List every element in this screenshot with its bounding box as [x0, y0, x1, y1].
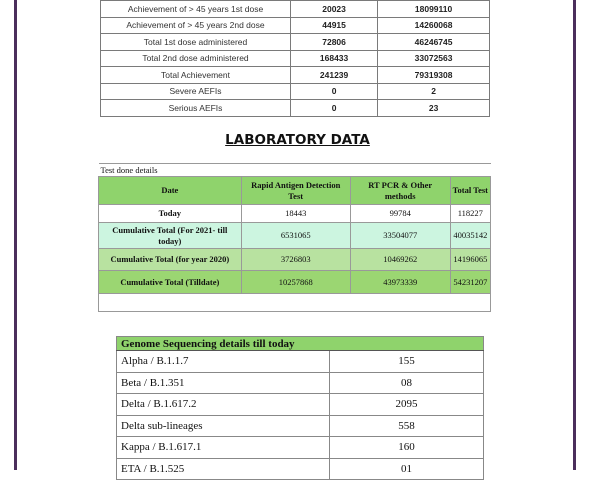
table-header-row: [117, 337, 484, 351]
table-row: [117, 458, 484, 480]
cumulative-value: 18099110: [378, 1, 490, 18]
row-label: Total 2nd dose administered: [101, 50, 291, 67]
page-border-left: [14, 0, 17, 470]
row-label: Severe AEFIs: [101, 83, 291, 100]
cumulative-value: 33072563: [378, 50, 490, 67]
genome-table-title: Genome Sequencing details till today: [117, 337, 484, 351]
today-value: 44915: [291, 17, 378, 34]
today-value: 168433: [291, 50, 378, 67]
column-header: Rapid Antigen Detection Test: [241, 177, 350, 205]
total-test-value: 40035142: [450, 223, 490, 249]
variant-name: Delta sub-lineages: [117, 415, 330, 437]
today-value: 241239: [291, 67, 378, 84]
cumulative-value: 79319308: [378, 67, 490, 84]
variant-name: Kappa / B.1.617.1: [117, 437, 330, 459]
vaccination-table: [100, 0, 490, 117]
rtpcr-value: 99784: [350, 205, 450, 223]
today-value: 72806: [291, 34, 378, 51]
row-label: Serious AEFIs: [101, 100, 291, 117]
table-row: [117, 415, 484, 437]
variant-name: Beta / B.1.351: [117, 372, 330, 394]
variant-name: ETA / B.1.525: [117, 458, 330, 480]
table-row: [101, 17, 490, 34]
table-caption-row: [99, 164, 491, 177]
total-test-value: 118227: [450, 205, 490, 223]
table-row: [101, 34, 490, 51]
laboratory-table: [98, 163, 491, 312]
table-row: [101, 100, 490, 117]
table-caption: Test done details: [99, 164, 491, 177]
row-label: Achievement of > 45 years 1st dose: [101, 1, 291, 18]
column-header: RT PCR & Other methods: [350, 177, 450, 205]
variant-name: Alpha / B.1.1.7: [117, 351, 330, 373]
table-row: [99, 205, 491, 223]
variant-count: 558: [330, 415, 484, 437]
table-row: [101, 50, 490, 67]
empty-cell: [99, 294, 491, 312]
laboratory-data-heading: LABORATORY DATA: [225, 132, 370, 148]
table-row: [101, 67, 490, 84]
rapid-antigen-value: 6531065: [241, 223, 350, 249]
row-label: Achievement of > 45 years 2nd dose: [101, 17, 291, 34]
variant-count: 01: [330, 458, 484, 480]
column-header: Date: [99, 177, 242, 205]
rtpcr-value: 10469262: [350, 249, 450, 271]
rapid-antigen-value: 10257868: [241, 271, 350, 294]
rtpcr-value: 43973339: [350, 271, 450, 294]
table-row: [117, 372, 484, 394]
today-value: 20023: [291, 1, 378, 18]
total-test-value: 54231207: [450, 271, 490, 294]
table-row: [99, 249, 491, 271]
rapid-antigen-value: 3726803: [241, 249, 350, 271]
today-value: 0: [291, 100, 378, 117]
row-label: Cumulative Total (For 2021- till today): [99, 223, 242, 249]
table-row: [99, 223, 491, 249]
table-row: [117, 437, 484, 459]
cumulative-value: 14260068: [378, 17, 490, 34]
variant-count: 08: [330, 372, 484, 394]
variant-name: Delta / B.1.617.2: [117, 394, 330, 416]
variant-count: 2095: [330, 394, 484, 416]
variant-count: 160: [330, 437, 484, 459]
genome-sequencing-table: [116, 336, 484, 480]
total-test-value: 14196065: [450, 249, 490, 271]
cumulative-value: 2: [378, 83, 490, 100]
table-row: [99, 271, 491, 294]
page-border-right: [573, 0, 576, 470]
table-header-row: [99, 177, 491, 205]
empty-row: [99, 294, 491, 312]
row-label: Cumulative Total (Tilldate): [99, 271, 242, 294]
column-header: Total Test: [450, 177, 490, 205]
today-value: 0: [291, 83, 378, 100]
row-label: Today: [99, 205, 242, 223]
row-label: Total Achievement: [101, 67, 291, 84]
variant-count: 155: [330, 351, 484, 373]
cumulative-value: 46246745: [378, 34, 490, 51]
table-row: [117, 394, 484, 416]
rapid-antigen-value: 18443: [241, 205, 350, 223]
rtpcr-value: 33504077: [350, 223, 450, 249]
row-label: Cumulative Total (for year 2020): [99, 249, 242, 271]
table-row: [101, 83, 490, 100]
row-label: Total 1st dose administered: [101, 34, 291, 51]
table-row: [117, 351, 484, 373]
table-row: [101, 1, 490, 18]
cumulative-value: 23: [378, 100, 490, 117]
